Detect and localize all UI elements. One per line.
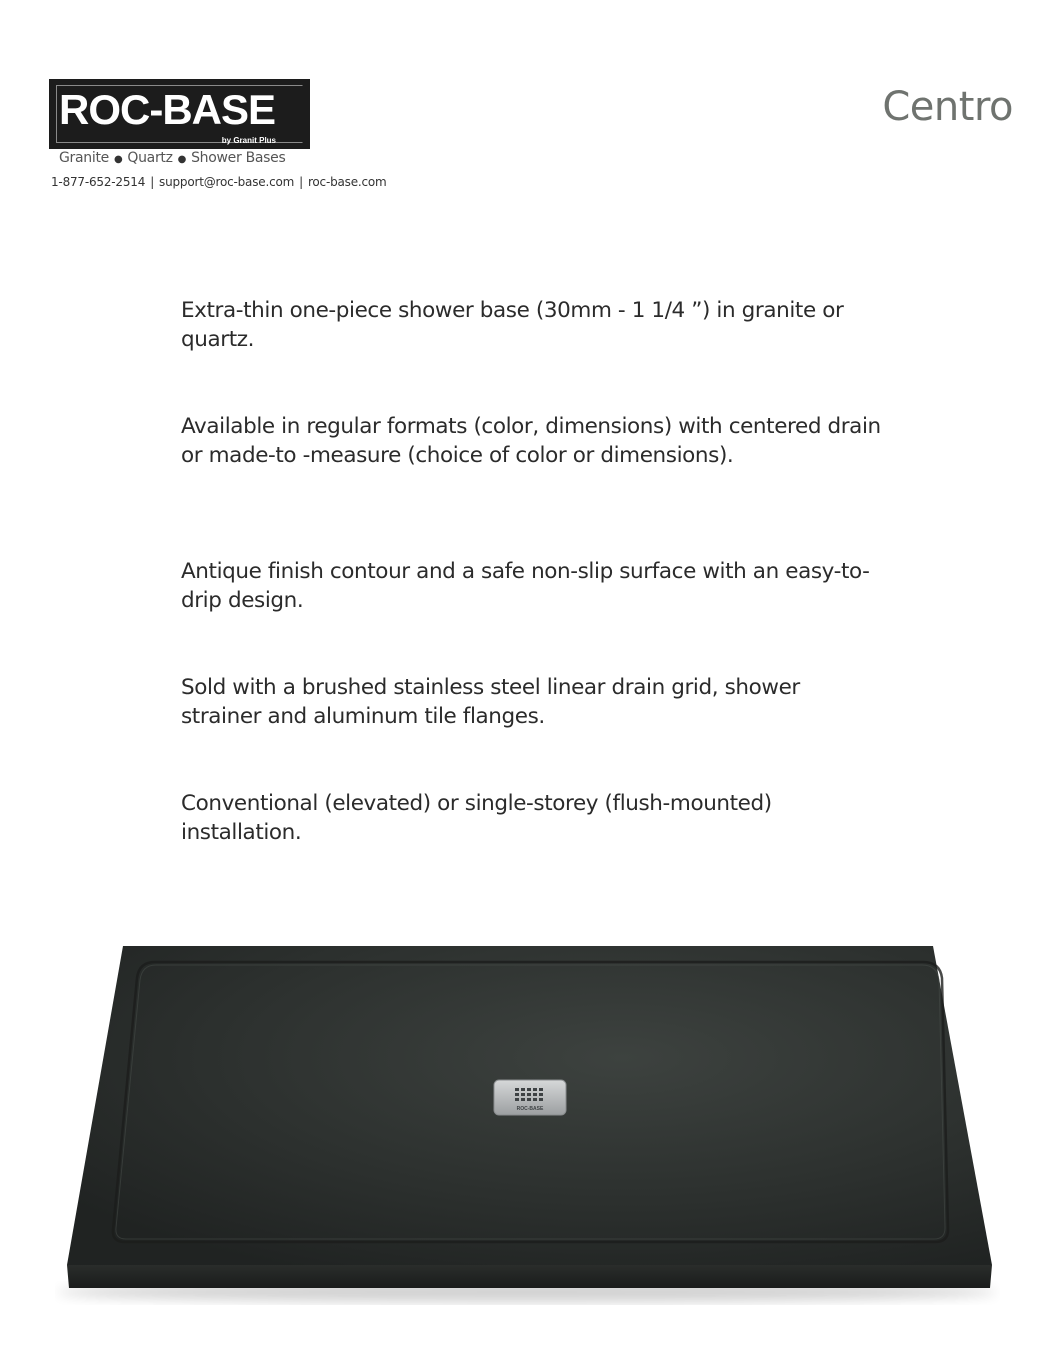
feature-item: Sold with a brushed stainless steel linear drain grid, shower strainer and aluminum tile flanges. xyxy=(181,675,800,729)
bullet-icon: ● xyxy=(113,154,123,165)
brand-tagline xyxy=(59,150,285,166)
logo-text: ROC-BASE xyxy=(59,86,276,133)
base-front-edge xyxy=(67,1265,992,1288)
feature-item: Antique finish contour and a safe non-slip surface with an easy-to-drip design. xyxy=(181,559,870,613)
website-link[interactable]: roc-base.com xyxy=(307,175,387,189)
brand-logo xyxy=(49,79,310,149)
tagline-shower-bases: Shower Bases xyxy=(191,150,286,166)
product-title: Centro xyxy=(882,84,1013,130)
feature-item: Available in regular formats (color, dimensions) with centered drain or made-to -measure (choice of color or dimensions). xyxy=(181,414,881,468)
bullet-icon: ● xyxy=(177,154,187,165)
divider: | xyxy=(150,175,155,189)
tagline-granite: Granite xyxy=(59,150,109,166)
phone-number: 1-877-652-2514 xyxy=(51,175,146,189)
logo-subtitle: by Granit Plus xyxy=(221,136,276,145)
feature-item: Conventional (elevated) or single-storey (flush-mounted) installation. xyxy=(181,791,772,845)
tagline-quartz: Quartz xyxy=(127,150,173,166)
divider: | xyxy=(299,175,303,189)
drain-logo: ROC-BASE xyxy=(516,1106,544,1112)
shower-base-image xyxy=(55,940,1000,1310)
feature-item: Extra-thin one-piece shower base (30mm - 1 1/4 ”) in granite or quartz. xyxy=(181,298,844,352)
support-email[interactable]: support@roc-base.com xyxy=(159,175,295,189)
contact-info xyxy=(51,175,387,189)
feature-list xyxy=(181,297,881,847)
